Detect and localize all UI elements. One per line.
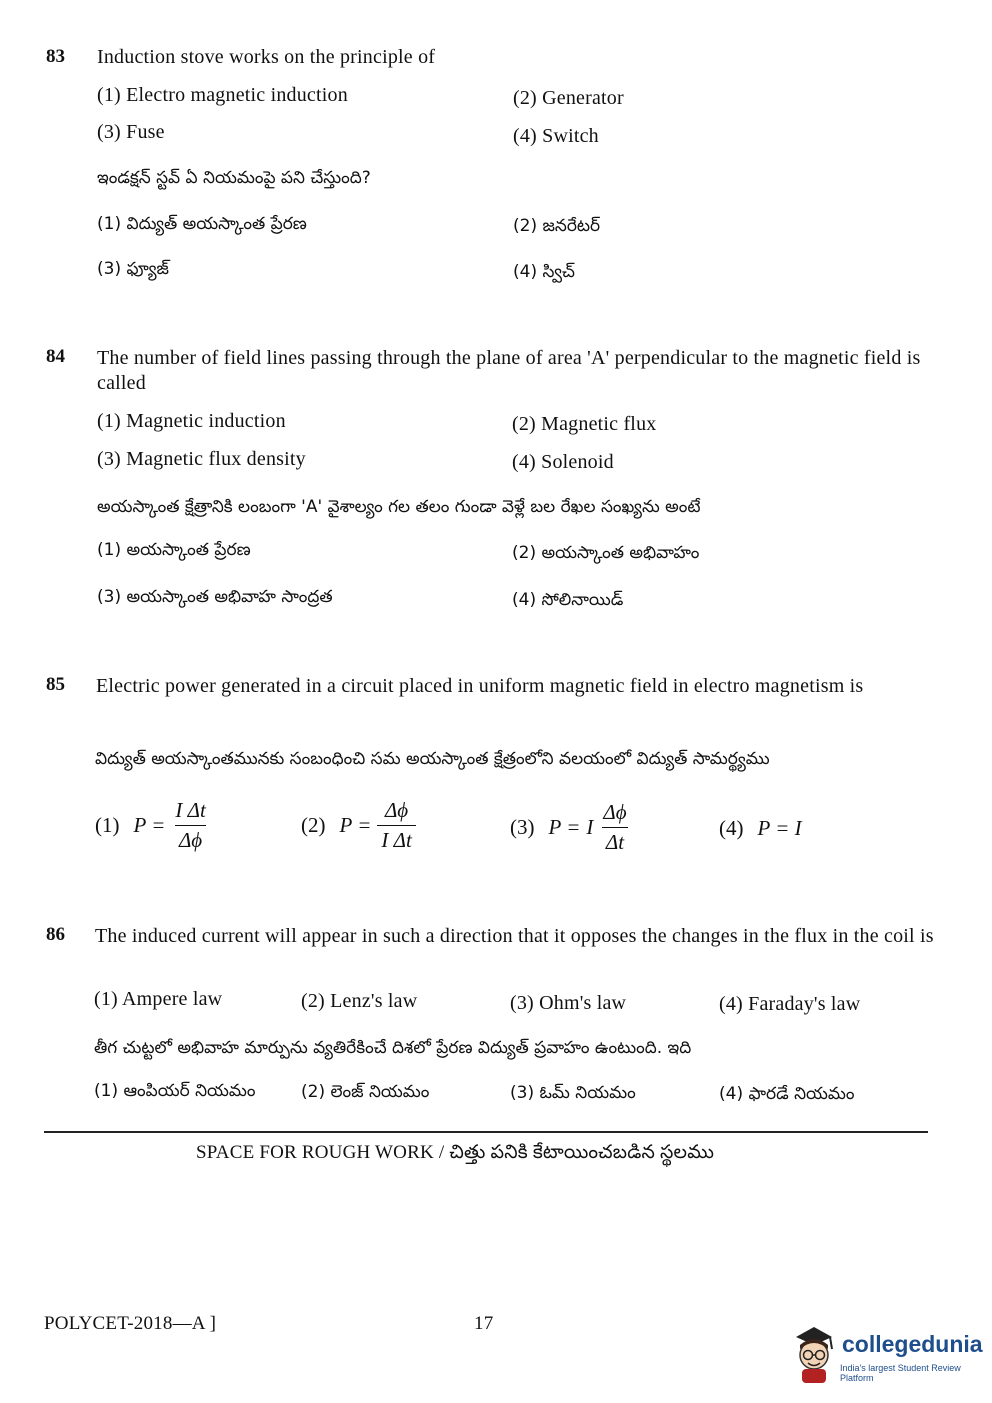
fraction bbox=[599, 800, 630, 855]
option: (1) Electro magnetic induction bbox=[97, 84, 348, 106]
fraction-denominator: Δϕ bbox=[175, 825, 206, 853]
question-text-telugu: ఇండక్షన్ స్టవ్ ఏ నియమంపై పని చేస్తుంది? bbox=[97, 168, 371, 188]
option: (2) Magnetic flux bbox=[512, 413, 657, 435]
logo-tagline: India's largest Student Review Platform bbox=[840, 1363, 961, 1383]
option: (4) Switch bbox=[513, 125, 599, 147]
option-label: (2) bbox=[301, 813, 326, 837]
option: (1) Magnetic induction bbox=[97, 410, 286, 432]
fraction-numerator: I Δt bbox=[175, 798, 206, 822]
fraction-denominator: I Δt bbox=[377, 825, 415, 853]
option-telugu: (1) విద్యుత్ అయస్కాంత ప్రేరణ bbox=[97, 214, 307, 234]
option-telugu: (2) అయస్కాంత అభివాహం bbox=[512, 543, 700, 563]
option-telugu: (4) సోలినాయిడ్ bbox=[512, 590, 624, 610]
question-number: 86 bbox=[46, 924, 65, 945]
option-telugu: (1) ఆంపియర్ నియమం bbox=[94, 1081, 256, 1101]
formula-lhs: P = bbox=[548, 815, 581, 839]
option-telugu: (2) జనరేటర్ bbox=[513, 216, 601, 236]
question-text: Electric power generated in a circuit placed in uniform magnetic field in electro magnetism is bbox=[96, 675, 864, 697]
option-telugu: (1) అయస్కాంత ప్రేరణ bbox=[97, 540, 251, 560]
formula-lhs: P = bbox=[133, 813, 166, 837]
option: (1) Ampere law bbox=[94, 988, 223, 1010]
option: (2) Lenz's law bbox=[301, 990, 418, 1012]
logo-wordmark: collegedunia bbox=[842, 1331, 983, 1357]
mascot-icon bbox=[790, 1325, 838, 1385]
option: (2) Generator bbox=[513, 87, 624, 109]
option-telugu: (4) ఫారడే నియమం bbox=[719, 1084, 855, 1104]
fraction-numerator: Δϕ bbox=[384, 798, 409, 822]
option-label: (1) bbox=[95, 813, 120, 837]
question-text: The number of field lines passing through the plane of area 'A' perpendicular to the magnetic field is called bbox=[97, 347, 921, 394]
question-number: 83 bbox=[46, 46, 65, 67]
question-text-telugu: తీగ చుట్టలో అభివాహ మార్పును వ్యతిరేకించే దిశలో ప్రేరణ విద్యుత్ ప్రవాహం ఉంటుంది. ఇది bbox=[94, 1038, 692, 1058]
formula-prefix: I bbox=[586, 815, 594, 839]
option-telugu: (3) ఓమ్ నియమం bbox=[510, 1083, 636, 1103]
formula-option bbox=[301, 798, 416, 853]
option-telugu: (2) లెంజ్ నియమం bbox=[301, 1082, 430, 1102]
question-text-telugu: విద్యుత్ అయస్కాంతమునకు సంబంధించి సమ అయస్కాంత క్షేత్రంలోని వలయంలో విద్యుత్ సామర్థ్యము bbox=[95, 749, 770, 769]
option: (4) Faraday's law bbox=[719, 993, 861, 1015]
question-text: The induced current will appear in such a direction that it opposes the changes in the flux in the coil is bbox=[95, 925, 934, 947]
option: (3) Magnetic flux density bbox=[97, 448, 306, 470]
rough-work-label: SPACE FOR ROUGH WORK / చిత్తు పనికి కేటాయించబడిన స్థలము bbox=[196, 1142, 715, 1163]
exam-code: POLYCET-2018—A ] bbox=[44, 1313, 217, 1334]
formula-option bbox=[510, 800, 631, 855]
fraction-numerator: Δϕ bbox=[603, 800, 627, 824]
formula-lhs: P = bbox=[339, 813, 372, 837]
fraction-denominator: Δt bbox=[602, 827, 628, 855]
option: (3) Fuse bbox=[97, 121, 165, 143]
formula-option bbox=[95, 798, 210, 853]
question-text: Induction stove works on the principle of bbox=[97, 46, 436, 68]
question-number: 84 bbox=[46, 346, 65, 367]
option-telugu: (3) ఫ్యూజ్ bbox=[97, 259, 169, 279]
option-label: (4) bbox=[719, 816, 744, 840]
fraction bbox=[171, 798, 209, 853]
divider bbox=[44, 1131, 928, 1133]
fraction bbox=[377, 798, 415, 853]
formula-option bbox=[719, 816, 802, 841]
formula-lhs: P = I bbox=[757, 816, 802, 840]
option-telugu: (4) స్విచ్ bbox=[513, 262, 575, 282]
page-number: 17 bbox=[474, 1313, 494, 1334]
question-text-telugu: అయస్కాంత క్షేత్రానికి లంబంగా 'A' వైశాల్యం గల తలం గుండా వెళ్లే బల రేఖల సంఖ్యను అంటే bbox=[97, 497, 701, 517]
option: (3) Ohm's law bbox=[510, 992, 627, 1014]
question-number: 85 bbox=[46, 674, 65, 695]
collegedunia-logo bbox=[790, 1325, 983, 1385]
option: (4) Solenoid bbox=[512, 451, 614, 473]
option-telugu: (3) అయస్కాంత అభివాహ సాంద్రత bbox=[97, 587, 333, 607]
option-label: (3) bbox=[510, 815, 535, 839]
